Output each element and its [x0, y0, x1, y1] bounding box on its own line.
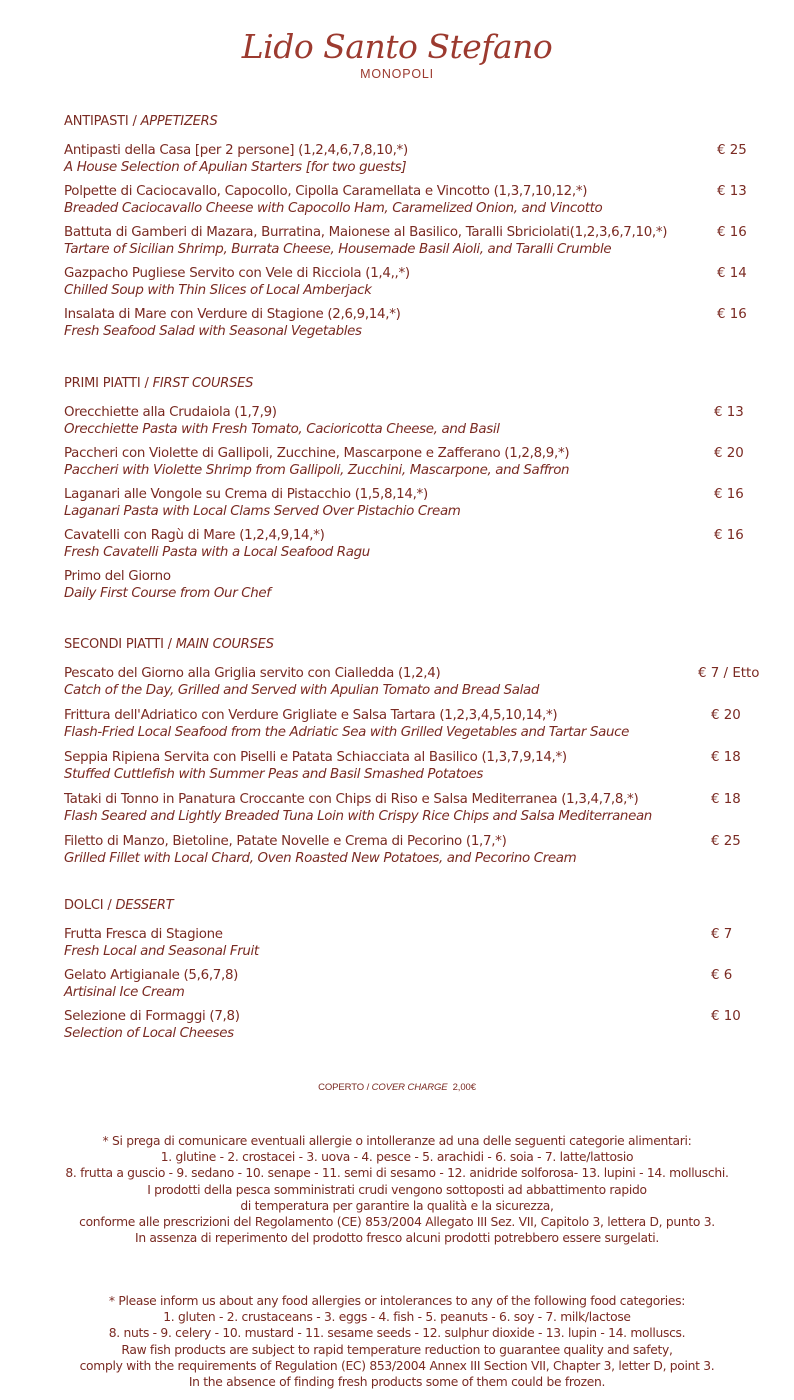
note-line: Raw fish products are subject to rapid temperature reduction to guarantee quality and safety,: [121, 1342, 673, 1357]
dish-name: Selezione di Formaggi (7,8): [64, 1009, 240, 1024]
dish-description: Catch of the Day, Grilled and Served with Apulian Tomato and Bread Salad: [64, 683, 540, 698]
dish-name: Tataki di Tonno in Panatura Croccante con Chips di Riso e Salsa Mediterranea (1,3,4,7,8,*): [64, 792, 639, 807]
dish-name: Primo del Giorno: [64, 569, 171, 584]
note-line: conforme alle prescrizioni del Regolamento (CE) 853/2004 Allegato III Sez. VII, Capitolo 3, lettera D, punto 3.: [79, 1215, 715, 1230]
note-line: 8. frutta a guscio - 9. sedano - 10. senape - 11. semi di sesamo - 12. anidride solforosa- 13. lupini - 14. molluschi.: [65, 1166, 729, 1181]
dish-description: Breaded Caciocavallo Cheese with Capocollo Ham, Caramelized Onion, and Vincotto: [64, 201, 603, 216]
menu-item: [64, 568, 764, 609]
menu-item: [64, 445, 764, 486]
note-line: comply with the requirements of Regulation (EC) 853/2004 Annex III Section VII, Chapter 3, letter D, point 3.: [79, 1358, 715, 1373]
allergen-notes-en: [0, 1293, 794, 1390]
dish-description: Fresh Local and Seasonal Fruit: [64, 944, 259, 959]
menu-item: [64, 183, 764, 224]
dish-description: Flash-Fried Local Seafood from the Adriatic Sea with Grilled Vegetables and Tartar Sauce: [64, 725, 630, 740]
menu-items: [64, 926, 764, 1049]
menu-item: [64, 665, 764, 707]
dish-description: Stuffed Cuttlefish with Summer Peas and Basil Smashed Potatoes: [64, 767, 484, 782]
menu-item: [64, 707, 764, 749]
dish-price: € 25: [717, 143, 747, 158]
cover-charge: COPERTO / COVER CHARGE 2,00€: [318, 1082, 476, 1093]
dish-name: Orecchiette alla Crudaiola (1,7,9): [64, 405, 277, 420]
menu-item: [64, 306, 764, 347]
menu-item: [64, 926, 764, 967]
dish-price: € 20: [711, 708, 741, 723]
section-dolci: [64, 898, 764, 1049]
note-line: 8. nuts - 9. celery - 10. mustard - 11. sesame seeds - 12. sulphur dioxide - 13. lupin - 14. molluscs.: [108, 1326, 686, 1341]
dish-price: € 6: [711, 968, 733, 983]
restaurant-location: MONOPOLI: [360, 67, 434, 81]
restaurant-name: Lido Santo Stefano: [241, 27, 553, 66]
dish-name: Frutta Fresca di Stagione: [64, 927, 223, 942]
menu-items: [64, 404, 764, 609]
dish-price: € 13: [717, 184, 747, 199]
dish-description: A House Selection of Apulian Starters [for two guests]: [64, 160, 407, 175]
dish-name: Filetto di Manzo, Bietoline, Patate Novelle e Crema di Pecorino (1,7,*): [64, 834, 507, 849]
restaurant-logo: [0, 28, 794, 81]
menu-item: [64, 967, 764, 1008]
dish-price: € 16: [714, 487, 744, 502]
menu-items: [64, 142, 764, 347]
dish-description: Selection of Local Cheeses: [64, 1026, 234, 1041]
dish-description: Paccheri with Violette Shrimp from Gallipoli, Zucchini, Mascarpone, and Saffron: [64, 463, 570, 478]
menu-item: [64, 142, 764, 183]
menu-item: [64, 833, 764, 875]
dish-description: Chilled Soup with Thin Slices of Local Amberjack: [64, 283, 372, 298]
dish-description: Grilled Fillet with Local Chard, Oven Roasted New Potatoes, and Pecorino Cream: [64, 851, 577, 866]
section-secondi: [64, 637, 764, 875]
dish-name: Paccheri con Violette di Gallipoli, Zucchine, Mascarpone e Zafferano (1,2,8,9,*): [64, 446, 570, 461]
dish-description: Laganari Pasta with Local Clams Served Over Pistachio Cream: [64, 504, 461, 519]
dish-price: € 20: [714, 446, 744, 461]
note-line: * Si prega di comunicare eventuali allergie o intolleranze ad una delle seguenti categorie alimentari:: [102, 1134, 692, 1148]
note-line: I prodotti della pesca somministrati crudi vengono sottoposti ad abbattimento rapido: [147, 1182, 647, 1197]
menu-item: [64, 224, 764, 265]
dish-name: Battuta di Gamberi di Mazara, Burratina, Maionese al Basilico, Taralli Sbriciolati(1,2,3,6,7,10,*): [64, 225, 668, 240]
note-line: In assenza di reperimento del prodotto fresco alcuni prodotti potrebbero essere surgelati.: [135, 1231, 659, 1246]
menu-item: [64, 486, 764, 527]
section-title: DOLCI / DESSERT: [64, 898, 174, 913]
dish-price: € 14: [717, 266, 747, 281]
dish-price: € 16: [717, 307, 747, 322]
section-primi: [64, 376, 764, 609]
menu-item: [64, 749, 764, 791]
dish-description: Artisinal Ice Cream: [64, 985, 185, 1000]
dish-description: Tartare of Sicilian Shrimp, Burrata Cheese, Housemade Basil Aioli, and Taralli Crumble: [64, 242, 612, 257]
dish-description: Daily First Course from Our Chef: [64, 586, 271, 601]
dish-name: Pescato del Giorno alla Griglia servito con Cialledda (1,2,4): [64, 666, 441, 681]
note-line: In the absence of finding fresh products some of them could be frozen.: [188, 1375, 606, 1390]
dish-description: Fresh Cavatelli Pasta with a Local Seafood Ragu: [64, 545, 370, 560]
dish-price: € 7: [711, 927, 733, 942]
dish-price: € 18: [711, 792, 741, 807]
section-title: PRIMI PIATTI / FIRST COURSES: [64, 376, 254, 391]
dish-name: Gelato Artigianale (5,6,7,8): [64, 968, 239, 983]
dish-name: Insalata di Mare con Verdure di Stagione (2,6,9,14,*): [64, 307, 401, 322]
allergen-notes-it: [0, 1133, 794, 1246]
dish-name: Polpette di Caciocavallo, Capocollo, Cipolla Caramellata e Vincotto (1,3,7,10,12,*): [64, 184, 588, 199]
dish-description: Fresh Seafood Salad with Seasonal Vegetables: [64, 324, 362, 339]
menu-items: [64, 665, 764, 875]
note-line: di temperatura per garantire la qualità e la sicurezza,: [240, 1198, 554, 1213]
menu-item: [64, 791, 764, 833]
dish-price: € 10: [711, 1009, 741, 1024]
dish-name: Frittura dell'Adriatico con Verdure Grigliate e Salsa Tartara (1,2,3,4,5,10,14,*): [64, 708, 558, 723]
menu-item: [64, 1008, 764, 1049]
dish-price: € 16: [717, 225, 747, 240]
dish-name: Seppia Ripiena Servita con Piselli e Patata Schiacciata al Basilico (1,3,7,9,14,*): [64, 750, 567, 765]
section-title: SECONDI PIATTI / MAIN COURSES: [64, 637, 274, 652]
section-title: ANTIPASTI / APPETIZERS: [64, 114, 218, 129]
note-line: 1. gluten - 2. crustaceans - 3. eggs - 4. fish - 5. peanuts - 6. soy - 7. milk/lactose: [163, 1310, 631, 1325]
section-antipasti: [64, 114, 764, 347]
dish-description: Flash Seared and Lightly Breaded Tuna Loin with Crispy Rice Chips and Salsa Mediterranean: [64, 809, 652, 824]
dish-name: Cavatelli con Ragù di Mare (1,2,4,9,14,*): [64, 528, 325, 543]
dish-name: Antipasti della Casa [per 2 persone] (1,2,4,6,7,8,10,*): [64, 143, 408, 158]
dish-name: Gazpacho Pugliese Servito con Vele di Ricciola (1,4,,*): [64, 266, 410, 281]
menu-item: [64, 404, 764, 445]
menu-item: [64, 527, 764, 568]
note-line: * Please inform us about any food allergies or intolerances to any of the following food categories:: [108, 1294, 686, 1308]
dish-name: Laganari alle Vongole su Crema di Pistacchio (1,5,8,14,*): [64, 487, 428, 502]
dish-price: € 25: [711, 834, 741, 849]
cover-price: 2,00€: [452, 1082, 476, 1093]
dish-price: € 18: [711, 750, 741, 765]
note-line: 1. glutine - 2. crostacei - 3. uova - 4. pesce - 5. arachidi - 6. soia - 7. latte/lattosio: [160, 1150, 634, 1165]
dish-price: € 13: [714, 405, 744, 420]
dish-price: € 7 / Etto: [698, 666, 760, 681]
menu-item: [64, 265, 764, 306]
dish-description: Orecchiette Pasta with Fresh Tomato, Cacioricotta Cheese, and Basil: [64, 422, 500, 437]
dish-price: € 16: [714, 528, 744, 543]
